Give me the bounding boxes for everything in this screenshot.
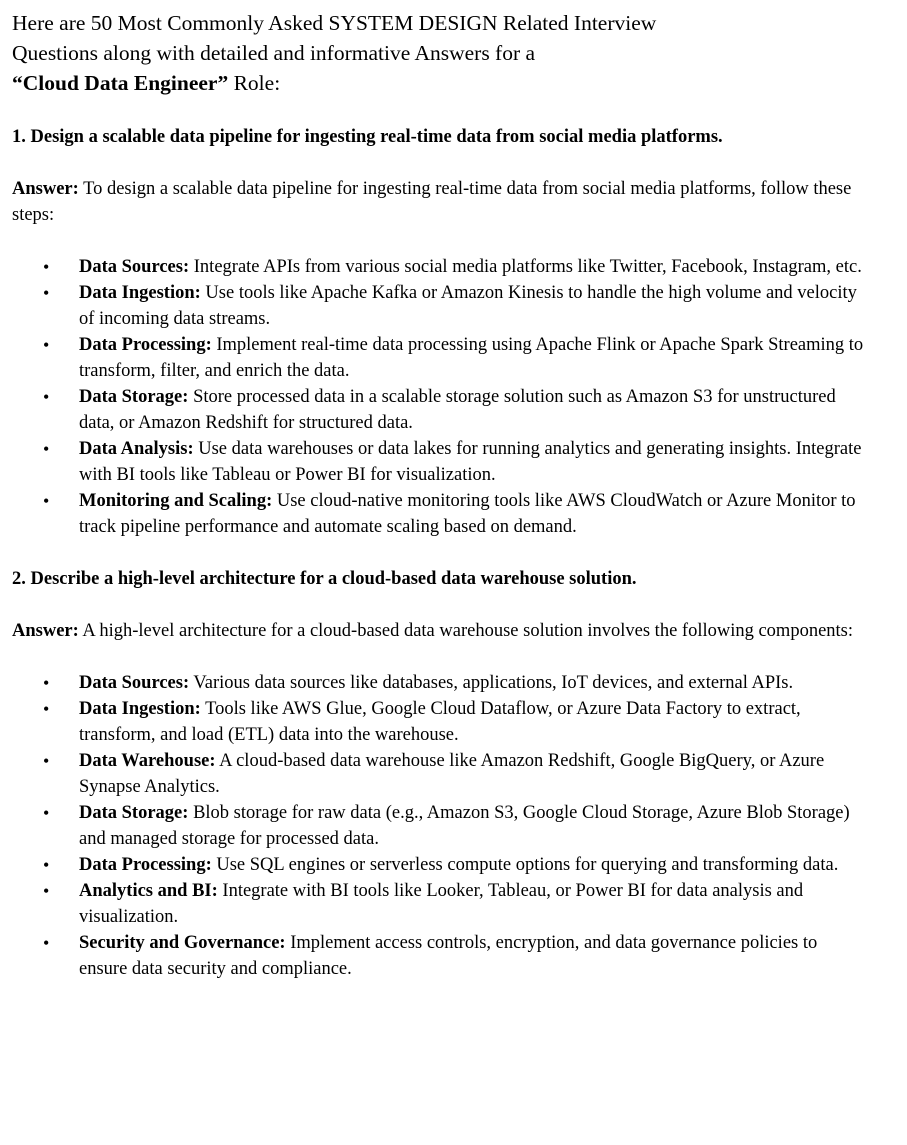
list-item [12,878,869,930]
intro-line-2: Questions along with detailed and informative Answers for a [12,41,536,65]
bullet-text: A cloud-based data warehouse like Amazon Redshift, Google BigQuery, or Azure Synapse Analytics. [79,751,825,797]
bullet-term: Data Sources: [79,257,190,277]
bullet-icon: • [43,933,50,953]
answer-text: A high-level architecture for a cloud-based data warehouse solution involves the following components: [78,621,854,641]
bullet-term: Data Storage: [79,387,189,407]
answer-paragraph [12,618,862,644]
bullet-term: Data Processing: [79,335,212,355]
bullet-term: Data Processing: [79,855,212,875]
bullet-text: Various data sources like databases, applications, IoT devices, and external APIs. [189,673,794,693]
list-item [12,254,869,280]
list-item [12,332,869,384]
bullet-icon: • [43,881,50,901]
bullet-text: Use data warehouses or data lakes for running analytics and generating insights. Integrate with BI tools like Tableau or Power BI for visualization. [79,439,862,485]
list-item [12,670,869,696]
intro-line-1: Here are 50 Most Commonly Asked SYSTEM DESIGN Related Interview [12,11,657,35]
list-item [12,930,869,982]
answer-text: To design a scalable data pipeline for ingesting real-time data from social media platforms, follow these steps: [12,179,852,225]
bullet-icon: • [43,439,50,459]
bullet-text: Store processed data in a scalable storage solution such as Amazon S3 for unstructured data, or Amazon Redshift for structured data. [79,387,836,433]
list-item [12,800,869,852]
bullet-icon: • [43,387,50,407]
qa-section-2 [12,566,907,982]
bullet-icon: • [43,673,50,693]
intro-line-3 [12,68,907,98]
bullet-term: Data Warehouse: [79,751,216,771]
answer-label: Answer: [12,621,79,641]
bullet-icon: • [43,855,50,875]
bullet-term: Data Storage: [79,803,189,823]
bullet-text: Use cloud-native monitoring tools like AWS CloudWatch or Azure Monitor to track pipeline performance and automate scaling based on demand. [79,491,856,537]
bullet-list [12,254,907,540]
bullet-icon: • [43,283,50,303]
answer-label: Answer: [12,179,79,199]
bullet-text: Tools like AWS Glue, Google Cloud Dataflow, or Azure Data Factory to extract, transform, and load (ETL) data into the warehouse. [79,699,801,745]
list-item [12,852,869,878]
bullet-term: Data Sources: [79,673,190,693]
bullet-term: Analytics and BI: [79,881,218,901]
list-item [12,436,869,488]
bullet-icon: • [43,803,50,823]
bullet-term: Data Ingestion: [79,283,201,303]
bullet-text: Implement real-time data processing using Apache Flink or Apache Spark Streaming to transform, filter, and enrich the data. [79,335,864,381]
list-item [12,488,869,540]
bullet-icon: • [43,751,50,771]
answer-paragraph [12,176,862,228]
list-item [12,696,869,748]
bullet-term: Security and Governance: [79,933,286,953]
list-item [12,384,869,436]
question-heading: 2. Describe a high-level architecture for a cloud-based data warehouse solution. [12,569,637,589]
bullet-text: Implement access controls, encryption, and data governance policies to ensure data security and compliance. [79,933,818,979]
bullet-term: Data Ingestion: [79,699,201,719]
question-heading: 1. Design a scalable data pipeline for ingesting real-time data from social media platforms. [12,127,723,147]
bullet-text: Use tools like Apache Kafka or Amazon Kinesis to handle the high volume and velocity of incoming data streams. [79,283,857,329]
qa-section-1 [12,124,907,540]
list-item [12,748,869,800]
role-suffix: Role: [228,71,281,95]
bullet-term: Data Analysis: [79,439,194,459]
list-item [12,280,869,332]
bullet-term: Monitoring and Scaling: [79,491,273,511]
bullet-list [12,670,907,982]
bullet-text: Integrate APIs from various social media platforms like Twitter, Facebook, Instagram, etc. [189,257,862,277]
bullet-text: Integrate with BI tools like Looker, Tableau, or Power BI for data analysis and visualization. [79,881,804,927]
bullet-icon: • [43,699,50,719]
role-title: “Cloud Data Engineer” [12,71,229,95]
document-intro [12,8,907,98]
bullet-text: Use SQL engines or serverless compute options for querying and transforming data. [211,855,839,875]
bullet-icon: • [43,335,50,355]
bullet-text: Blob storage for raw data (e.g., Amazon S3, Google Cloud Storage, Azure Blob Storage) and managed storage for processed data. [79,803,850,849]
bullet-icon: • [43,257,50,277]
bullet-icon: • [43,491,50,511]
